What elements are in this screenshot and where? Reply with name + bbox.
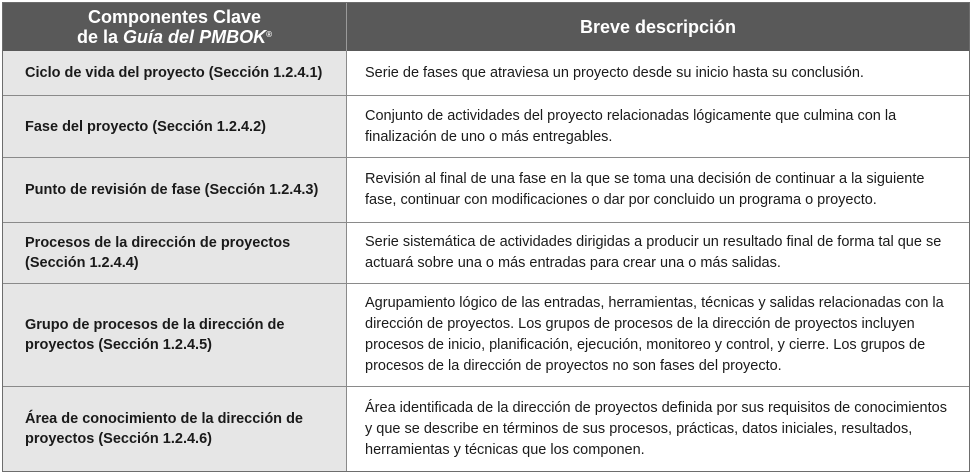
- description-cell: [347, 51, 969, 95]
- table-row: [3, 283, 969, 386]
- description-text: Agrupamiento lógico de las entradas, herramientas, técnicas y salidas relacionadas con la dirección de proyectos. Los grupos de procesos de la dirección de proyectos incluyen procesos de inicio, planificación, ejecución, monitoreo y control, y cierre. Los grupos de procesos de la dirección de proyectos no son fases del proyecto.: [365, 295, 944, 374]
- component-label: Área de conocimiento de la dirección de proyectos (Sección 1.2.4.6): [25, 411, 303, 447]
- description-text: Serie sistemática de actividades dirigidas a producir un resultado final de forma tal que se actuará sobre una o más entradas para crear una o más salidas.: [365, 234, 942, 271]
- description-text: Revisión al final de una fase en la que se toma una decisión de continuar a la siguiente fase, continuar con modificaciones o dar por concluido un programa o proyecto.: [365, 171, 925, 208]
- description-cell: [347, 158, 969, 222]
- table-body: [3, 51, 969, 471]
- table-row: [3, 157, 969, 222]
- header-components-line2: [77, 27, 272, 47]
- component-cell: [3, 51, 347, 95]
- table-row: [3, 386, 969, 471]
- description-text: Serie de fases que atraviesa un proyecto desde su inicio hasta su conclusión.: [365, 64, 864, 81]
- description-text: Conjunto de actividades del proyecto relacionadas lógicamente que culmina con la finalización de uno o más entregables.: [365, 107, 897, 145]
- header-components: [3, 3, 347, 51]
- description-cell: [347, 96, 969, 157]
- description-cell: [347, 387, 969, 471]
- table-row: [3, 222, 969, 283]
- component-label: Fase del proyecto (Sección 1.2.4.2): [25, 118, 266, 135]
- component-label: Ciclo de vida del proyecto (Sección 1.2.4.1): [25, 65, 323, 81]
- component-cell: [3, 223, 347, 283]
- header-description: Breve descripción: [579, 17, 737, 37]
- registered-mark: ®: [266, 30, 272, 39]
- header-components-italic: Guía del PMBOK: [123, 27, 267, 47]
- component-cell: [3, 96, 347, 157]
- table-row: [3, 95, 969, 157]
- components-table: [2, 2, 970, 472]
- component-label: Punto de revisión de fase (Sección 1.2.4.3): [25, 182, 319, 198]
- description-cell: [347, 284, 969, 386]
- description-text: Área identificada de la dirección de proyectos definida por sus requisitos de conocimientos y que se describe en términos de sus procesos, prácticas, datos iniciales, resultados, herramientas y técnicas que los componen.: [365, 399, 947, 458]
- component-label: Procesos de la dirección de proyectos (Sección 1.2.4.4): [25, 235, 291, 271]
- table-row: [3, 51, 969, 95]
- table-header: [3, 3, 969, 51]
- description-cell: [347, 223, 969, 283]
- component-label: Grupo de procesos de la dirección de proyectos (Sección 1.2.4.5): [25, 317, 285, 353]
- component-cell: [3, 284, 347, 386]
- header-components-line1: Componentes Clave: [87, 7, 262, 27]
- component-cell: [3, 158, 347, 222]
- component-cell: [3, 387, 347, 471]
- header-components-prefix: de la: [77, 27, 124, 47]
